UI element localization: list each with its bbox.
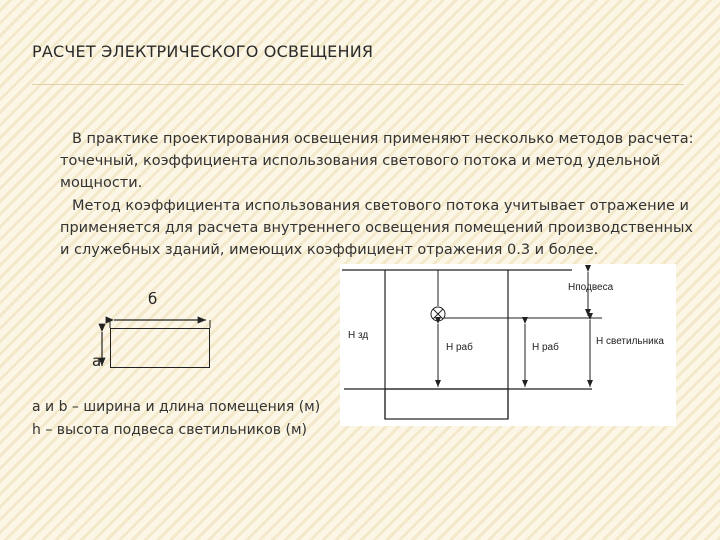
room-height-label: а [92,352,102,370]
room-plan-diagram [90,290,230,380]
label-building-height: Н зд [348,330,369,341]
section-diagram [340,264,676,426]
label-luminaire-height: Н светильника [596,336,664,347]
label-work-height-left: Н раб [446,342,473,353]
room-width-label: б [148,290,158,308]
room-section-box [385,389,508,419]
section-diagram-drawing [340,264,676,426]
slide-title: РАСЧЕТ ЭЛЕКТРИЧЕСКОГО ОСВЕЩЕНИЯ [32,42,374,61]
legend [32,396,362,442]
label-suspension-height: Нподвеса [568,282,614,293]
paragraph-methods: В практике проектирования освещения применяют несколько методов расчета: точечный, коэффициента использования светового потока и метод удельной мощности. [60,131,694,191]
label-work-height-right: Н раб [532,342,559,353]
paragraph-coefficient-method: Метод коэффициента использования светового потока учитывает отражение и применяется для расчета внутреннего освещения помещений производственных и служебных зданий, имеющих коэффициент отражения 0.3 и более. [60,198,693,258]
legend-line-dimensions: а и b – ширина и длина помещения (м) [32,399,321,415]
legend-line-height: h – высота подвеса светильников (м) [32,422,307,438]
title-divider [32,84,684,85]
room-rectangle [110,328,210,368]
body-text [60,128,695,262]
